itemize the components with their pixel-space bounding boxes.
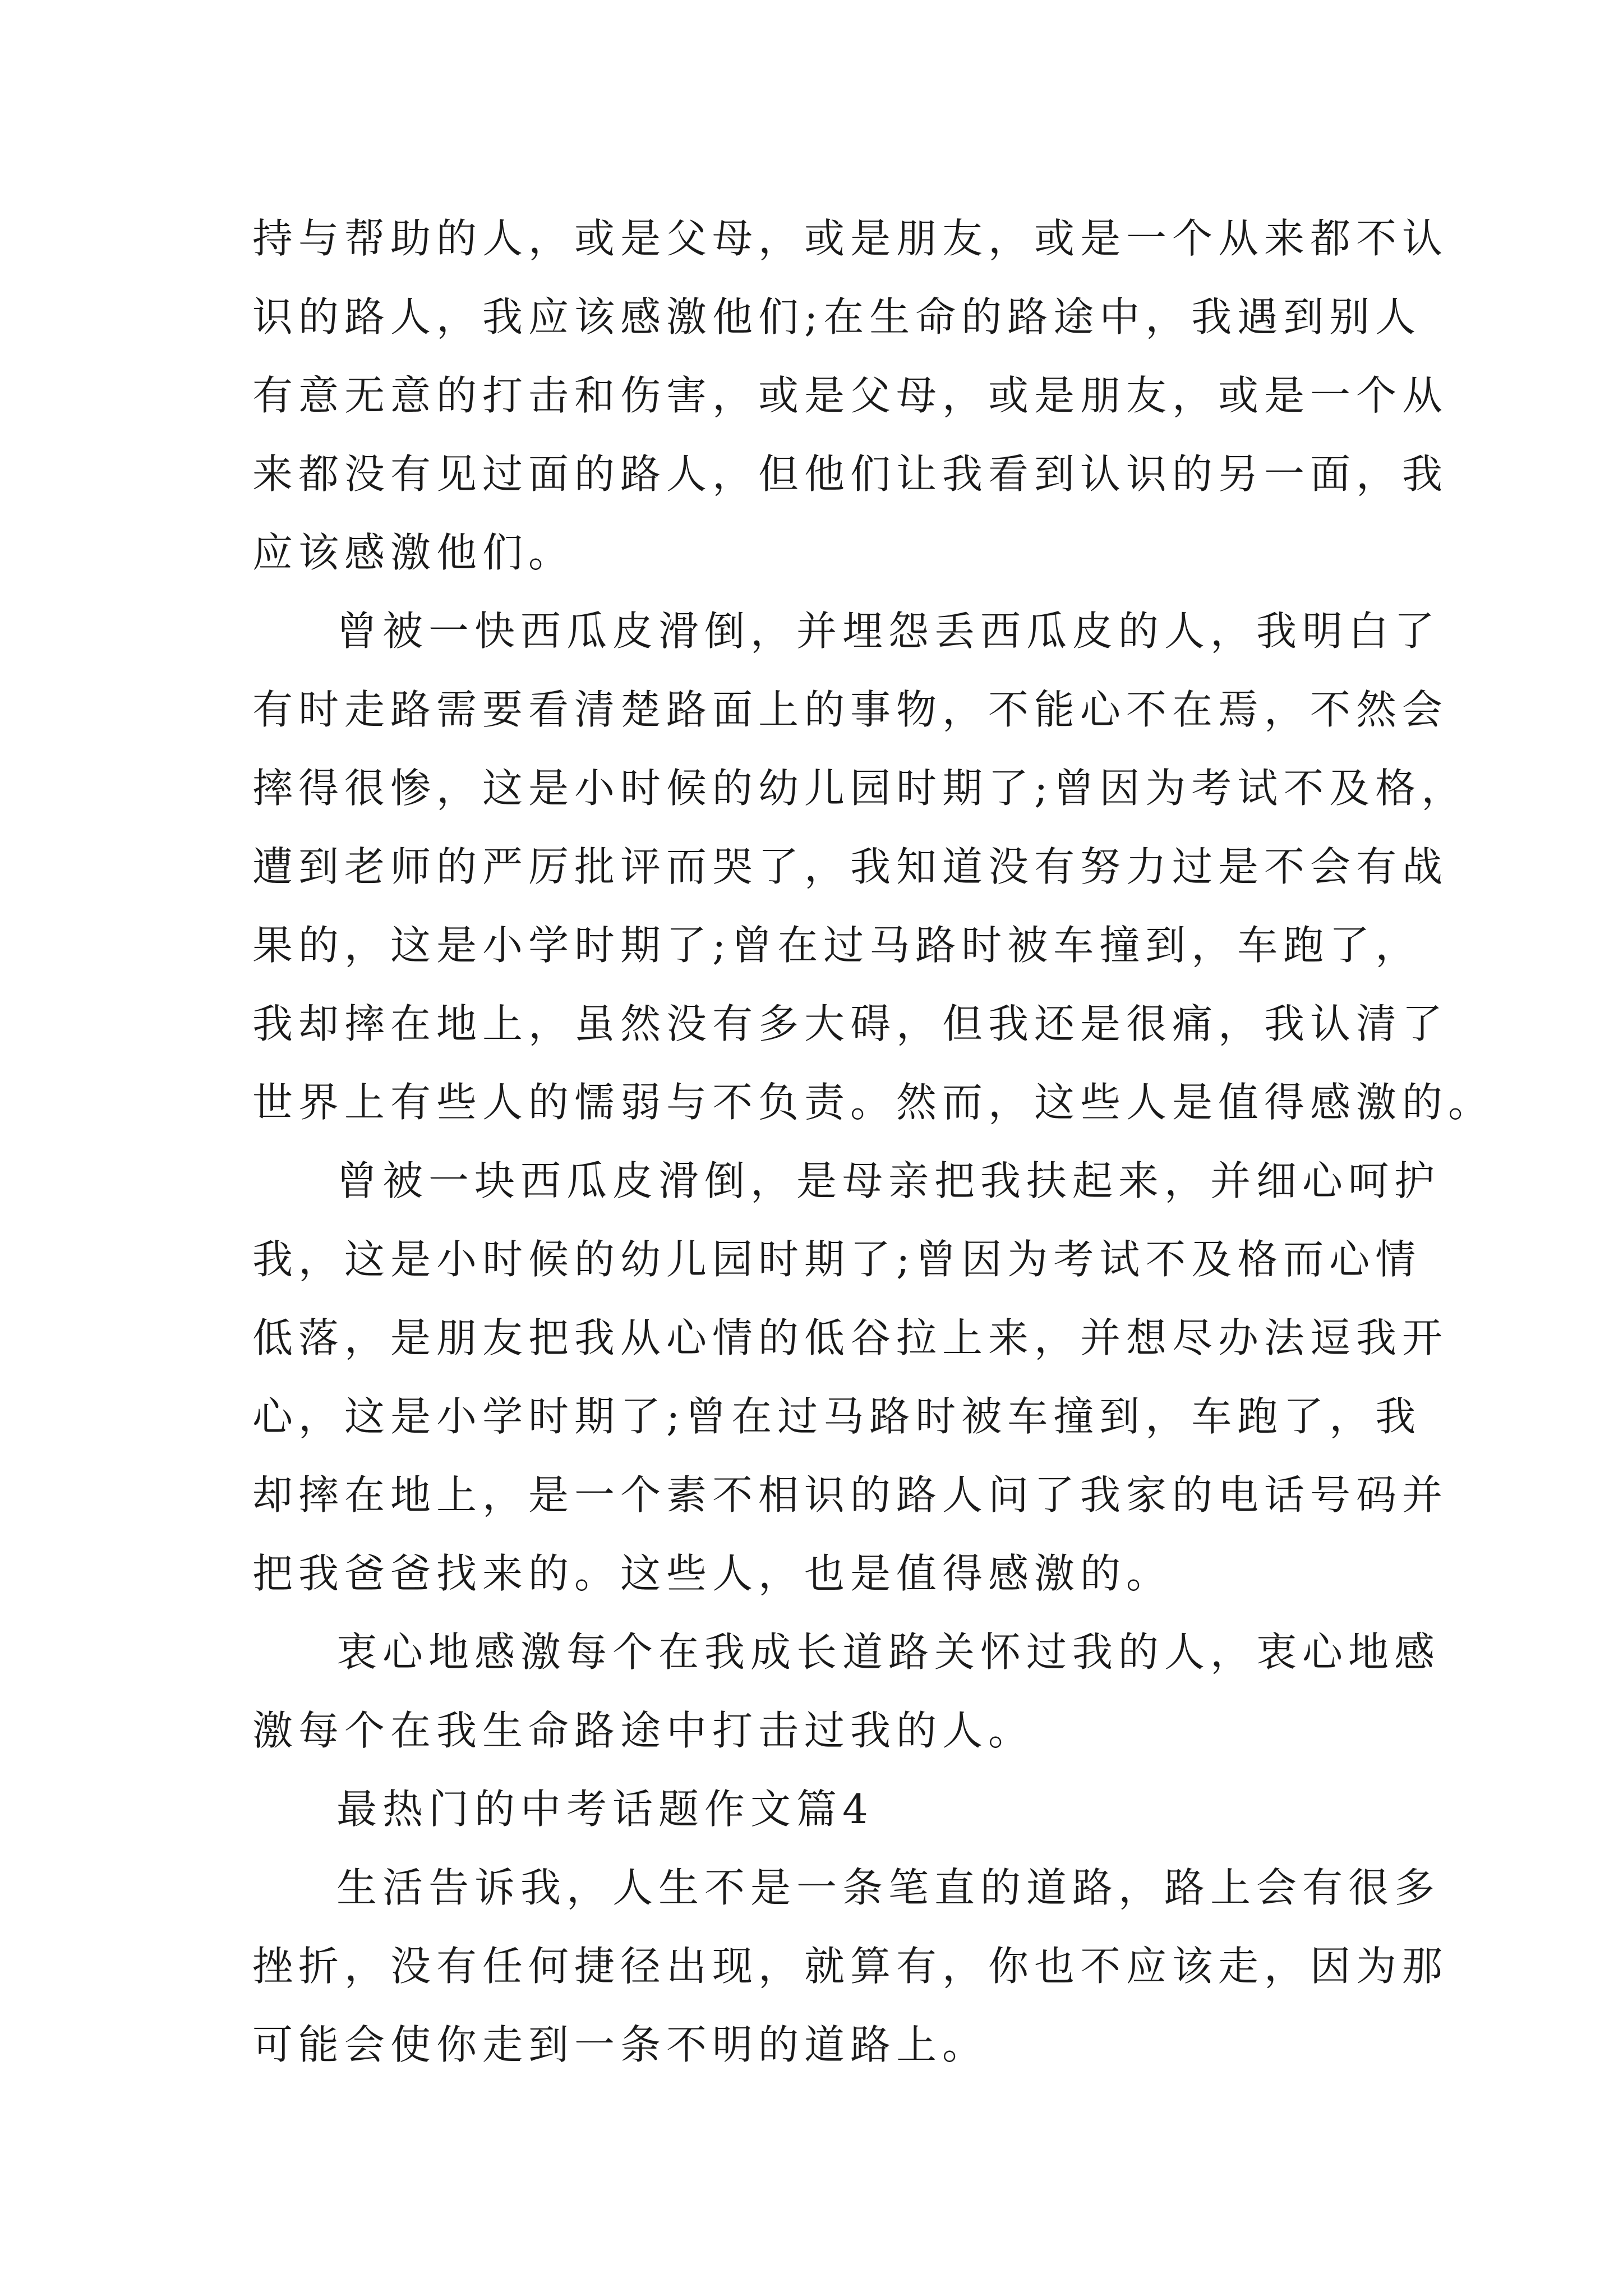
section-heading: 最热门的中考话题作文篇4 (336, 1786, 874, 1833)
paragraph-start-line: 曾被一快西瓜皮滑倒，并埋怨丢西瓜皮的人，我明白了 (336, 608, 1441, 655)
text-line: 遭到老师的严厉批评而哭了，我知道没有努力过是不会有战 (252, 843, 1449, 890)
text-line: 我，这是小时候的幼儿园时期了;曾因为考试不及格而心情 (252, 1236, 1422, 1283)
text-line: 果的，这是小学时期了;曾在过马路时被车撞到，车跑了， (252, 922, 1422, 969)
text-line: 心，这是小学时期了;曾在过马路时被车撞到，车跑了，我 (252, 1393, 1422, 1440)
paragraph-start-line: 衷心地感激每个在我成长道路关怀过我的人，衷心地感 (336, 1628, 1441, 1676)
text-line: 低落，是朋友把我从心情的低谷拉上来，并想尽办法逗我开 (252, 1314, 1449, 1361)
text-line: 来都没有见过面的路人，但他们让我看到认识的另一面，我 (252, 450, 1449, 498)
paragraph-start-line: 生活告诉我，人生不是一条笔直的道路，路上会有很多 (336, 1864, 1441, 1911)
text-line: 有意无意的打击和伤害，或是父母，或是朋友，或是一个从 (252, 372, 1449, 419)
text-line: 持与帮助的人，或是父母，或是朋友，或是一个从来都不认 (252, 215, 1449, 262)
text-line: 应该感激他们。 (252, 529, 575, 576)
text-line: 我却摔在地上，虽然没有多大碍，但我还是很痛，我认清了 (252, 1000, 1449, 1047)
text-line: 识的路人，我应该感激他们;在生命的路途中，我遇到别人 (252, 293, 1422, 341)
text-line: 有时走路需要看清楚路面上的事物，不能心不在焉，不然会 (252, 686, 1449, 733)
text-line: 挫折，没有任何捷径出现，就算有，你也不应该走，因为那 (252, 1943, 1449, 1990)
text-line: 世界上有些人的懦弱与不负责。然而，这些人是值得感激的。 (252, 1079, 1495, 1126)
text-line: 可能会使你走到一条不明的道路上。 (252, 2021, 989, 2068)
text-line: 摔得很惨，这是小时候的幼儿园时期了;曾因为考试不及格， (252, 765, 1468, 812)
text-line: 却摔在地上，是一个素不相识的路人问了我家的电话号码并 (252, 1471, 1449, 1519)
paragraph-start-line: 曾被一块西瓜皮滑倒，是母亲把我扶起来，并细心呵护 (336, 1157, 1441, 1204)
document-page (252, 199, 1495, 2084)
text-line: 把我爸爸找来的。这些人，也是值得感激的。 (252, 1550, 1173, 1597)
text-line: 激每个在我生命路途中打击过我的人。 (252, 1707, 1035, 1754)
